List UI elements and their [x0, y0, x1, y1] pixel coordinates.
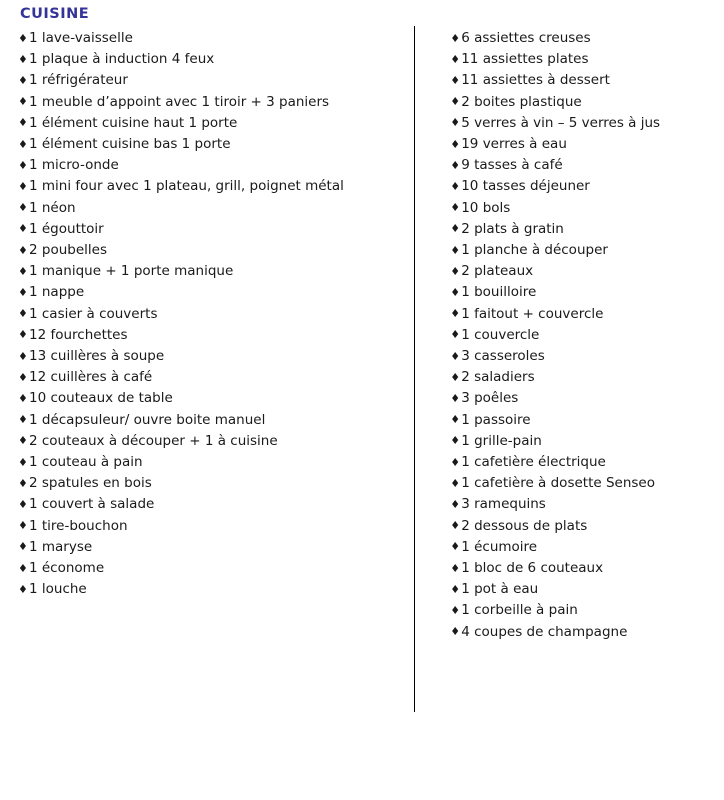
diamond-bullet-icon: ♦ — [18, 434, 28, 448]
diamond-bullet-icon: ♦ — [18, 158, 28, 172]
list-item — [18, 431, 406, 452]
list-item — [18, 134, 406, 155]
diamond-bullet-icon: ♦ — [450, 95, 461, 109]
list-item — [450, 92, 714, 113]
list-item — [450, 325, 714, 346]
list-item-label: 1 écumoire — [461, 538, 538, 555]
list-item — [18, 28, 406, 49]
diamond-bullet-icon: ♦ — [18, 476, 28, 490]
diamond-bullet-icon: ♦ — [18, 264, 28, 278]
list-item-label: 2 poubelles — [29, 242, 107, 259]
list-item — [18, 452, 406, 473]
list-item-label: 2 spatules en bois — [29, 475, 152, 492]
list-item — [18, 410, 406, 431]
list-item — [450, 537, 714, 558]
list-item-label: 1 louche — [29, 581, 87, 598]
list-item-label: 1 cafetière à dosette Senseo — [461, 475, 655, 492]
list-item-label: 3 ramequins — [461, 496, 546, 513]
list-item-label: 1 corbeille à pain — [461, 602, 578, 619]
diamond-bullet-icon: ♦ — [18, 413, 28, 427]
diamond-bullet-icon: ♦ — [18, 519, 28, 533]
diamond-bullet-icon: ♦ — [18, 201, 28, 215]
list-item — [450, 558, 714, 579]
list-item — [450, 113, 714, 134]
list-item — [450, 304, 714, 325]
list-item-label: 1 planche à découper — [461, 242, 608, 259]
diamond-bullet-icon: ♦ — [18, 243, 28, 257]
list-item-label: 4 coupes de champagne — [461, 623, 628, 640]
diamond-bullet-icon: ♦ — [18, 95, 28, 109]
page-title: CUISINE — [20, 6, 90, 22]
list-item-label: 11 assiettes plates — [461, 51, 589, 68]
left-column — [18, 28, 414, 600]
diamond-bullet-icon: ♦ — [18, 52, 28, 66]
list-item — [18, 261, 406, 282]
list-item — [450, 431, 714, 452]
diamond-bullet-icon: ♦ — [450, 201, 461, 215]
list-item — [450, 176, 714, 197]
diamond-bullet-icon: ♦ — [450, 179, 461, 193]
list-item — [18, 219, 406, 240]
diamond-bullet-icon: ♦ — [450, 285, 461, 299]
diamond-bullet-icon: ♦ — [450, 476, 461, 490]
list-item — [18, 304, 406, 325]
list-item-label: 1 égouttoir — [29, 220, 104, 237]
list-item — [450, 452, 714, 473]
diamond-bullet-icon: ♦ — [18, 370, 28, 384]
list-item-label: 1 plaque à induction 4 feux — [29, 51, 215, 68]
list-item-label: 1 mini four avec 1 plateau, grill, poignet métal — [29, 178, 344, 195]
list-item — [18, 473, 406, 494]
list-item — [450, 494, 714, 515]
diamond-bullet-icon: ♦ — [450, 540, 461, 554]
diamond-bullet-icon: ♦ — [450, 497, 461, 511]
list-item — [450, 367, 714, 388]
list-item-label: 1 élément cuisine haut 1 porte — [29, 114, 238, 131]
list-item — [450, 346, 714, 367]
diamond-bullet-icon: ♦ — [18, 179, 28, 193]
list-item — [18, 516, 406, 537]
right-column — [415, 28, 714, 643]
list-item-label: 10 tasses déjeuner — [461, 178, 590, 195]
diamond-bullet-icon: ♦ — [18, 540, 28, 554]
list-item-label: 2 saladiers — [461, 369, 535, 386]
diamond-bullet-icon: ♦ — [18, 561, 28, 575]
list-item — [450, 282, 714, 303]
diamond-bullet-icon: ♦ — [450, 264, 461, 278]
diamond-bullet-icon: ♦ — [18, 455, 28, 469]
diamond-bullet-icon: ♦ — [450, 519, 461, 533]
list-item — [18, 240, 406, 261]
list-item — [450, 70, 714, 91]
list-item — [18, 113, 406, 134]
diamond-bullet-icon: ♦ — [450, 370, 461, 384]
list-item — [18, 579, 406, 600]
list-item — [18, 325, 406, 346]
list-item-label: 1 élément cuisine bas 1 porte — [29, 136, 231, 153]
list-item-label: 1 lave-vaisselle — [29, 30, 133, 46]
list-item-label: 1 économe — [29, 560, 105, 577]
diamond-bullet-icon: ♦ — [18, 328, 28, 342]
list-item-label: 1 grille-pain — [461, 432, 542, 449]
list-item-label: 19 verres à eau — [461, 136, 567, 153]
diamond-bullet-icon: ♦ — [450, 603, 461, 617]
list-item-label: 9 tasses à café — [461, 157, 563, 174]
diamond-bullet-icon: ♦ — [450, 328, 461, 342]
list-item-label: 1 manique + 1 porte manique — [29, 263, 234, 280]
list-item-label: 1 réfrigérateur — [29, 72, 128, 89]
diamond-bullet-icon: ♦ — [450, 561, 461, 575]
list-item — [450, 134, 714, 155]
list-item-label: 10 bols — [461, 199, 511, 216]
list-item — [18, 155, 406, 176]
list-item-label: 2 couteaux à découper + 1 à cuisine — [29, 432, 278, 449]
diamond-bullet-icon: ♦ — [18, 137, 28, 151]
list-item-label: 6 assiettes creuses — [461, 30, 591, 46]
diamond-bullet-icon: ♦ — [450, 625, 461, 639]
diamond-bullet-icon: ♦ — [450, 222, 461, 236]
list-item — [18, 367, 406, 388]
list-item-label: 1 faitout + couvercle — [461, 305, 604, 322]
list-item — [18, 176, 406, 197]
list-item-label: 12 fourchettes — [29, 326, 128, 343]
list-item-label: 13 cuillères à soupe — [29, 348, 165, 365]
list-item — [450, 473, 714, 494]
list-item — [18, 558, 406, 579]
diamond-bullet-icon: ♦ — [18, 307, 28, 321]
list-item-label: 1 tire-bouchon — [29, 517, 128, 534]
diamond-bullet-icon: ♦ — [450, 434, 461, 448]
list-item — [450, 28, 714, 49]
diamond-bullet-icon: ♦ — [450, 73, 461, 87]
list-item-label: 1 meuble d’appoint avec 1 tiroir + 3 paniers — [29, 93, 330, 110]
list-item — [18, 70, 406, 91]
diamond-bullet-icon: ♦ — [450, 243, 461, 257]
diamond-bullet-icon: ♦ — [450, 52, 461, 66]
list-item-label: 1 décapsuleur/ ouvre boite manuel — [29, 411, 266, 428]
list-item — [450, 198, 714, 219]
list-item-label: 1 couteau à pain — [29, 454, 143, 471]
list-item — [450, 622, 714, 643]
list-item — [450, 410, 714, 431]
diamond-bullet-icon: ♦ — [450, 391, 461, 405]
list-item-label: 3 poêles — [461, 390, 519, 407]
list-item — [450, 600, 714, 621]
diamond-bullet-icon: ♦ — [450, 307, 461, 321]
diamond-bullet-icon: ♦ — [18, 349, 28, 363]
list-item — [18, 537, 406, 558]
list-item — [450, 516, 714, 537]
list-item — [450, 261, 714, 282]
list-item-label: 1 bloc de 6 couteaux — [461, 560, 604, 577]
list-item-label: 2 dessous de plats — [461, 517, 588, 534]
list-item-label: 5 verres à vin – 5 verres à jus — [461, 114, 661, 131]
diamond-bullet-icon: ♦ — [450, 413, 461, 427]
list-item — [18, 346, 406, 367]
right-column-list — [450, 28, 714, 643]
diamond-bullet-icon: ♦ — [450, 349, 461, 363]
list-item — [450, 155, 714, 176]
list-item — [450, 388, 714, 409]
diamond-bullet-icon: ♦ — [18, 391, 28, 405]
list-item-label: 2 plateaux — [461, 263, 534, 280]
diamond-bullet-icon: ♦ — [18, 73, 28, 87]
list-item-label: 11 assiettes à dessert — [461, 72, 610, 89]
diamond-bullet-icon: ♦ — [450, 158, 461, 172]
list-item-label: 1 néon — [29, 199, 76, 216]
list-item-label: 3 casseroles — [461, 348, 545, 365]
list-item — [18, 388, 406, 409]
list-item-label: 1 cafetière électrique — [461, 454, 606, 471]
list-item-label: 1 casier à couverts — [29, 305, 158, 322]
diamond-bullet-icon: ♦ — [18, 497, 28, 511]
list-item-label: 12 cuillères à café — [29, 369, 153, 386]
left-column-list — [18, 28, 406, 600]
list-item-label: 1 pot à eau — [461, 581, 539, 598]
diamond-bullet-icon: ♦ — [450, 31, 461, 45]
list-item — [450, 219, 714, 240]
diamond-bullet-icon: ♦ — [18, 116, 28, 130]
list-item — [18, 49, 406, 70]
list-item-label: 1 couvercle — [461, 326, 540, 343]
list-item — [450, 49, 714, 70]
list-item-label: 1 maryse — [29, 538, 93, 555]
diamond-bullet-icon: ♦ — [18, 222, 28, 236]
list-item — [18, 198, 406, 219]
list-item-label: 2 plats à gratin — [461, 220, 564, 237]
diamond-bullet-icon: ♦ — [450, 455, 461, 469]
list-item-label: 1 passoire — [461, 411, 531, 428]
list-item — [18, 494, 406, 515]
list-item — [18, 282, 406, 303]
list-item-label: 1 micro-onde — [29, 157, 119, 174]
diamond-bullet-icon: ♦ — [18, 582, 28, 596]
list-item-label: 10 couteaux de table — [29, 390, 173, 407]
list-item — [18, 92, 406, 113]
list-item-label: 1 couvert à salade — [29, 496, 155, 513]
list-item — [450, 579, 714, 600]
diamond-bullet-icon: ♦ — [18, 285, 28, 299]
list-item — [450, 240, 714, 261]
diamond-bullet-icon: ♦ — [450, 137, 461, 151]
list-item-label: 1 bouilloire — [461, 284, 537, 301]
list-item-label: 2 boites plastique — [461, 93, 582, 110]
two-column-layout — [18, 28, 714, 712]
diamond-bullet-icon: ♦ — [450, 582, 461, 596]
list-item-label: 1 nappe — [29, 284, 85, 301]
diamond-bullet-icon: ♦ — [18, 31, 28, 45]
diamond-bullet-icon: ♦ — [450, 116, 461, 130]
